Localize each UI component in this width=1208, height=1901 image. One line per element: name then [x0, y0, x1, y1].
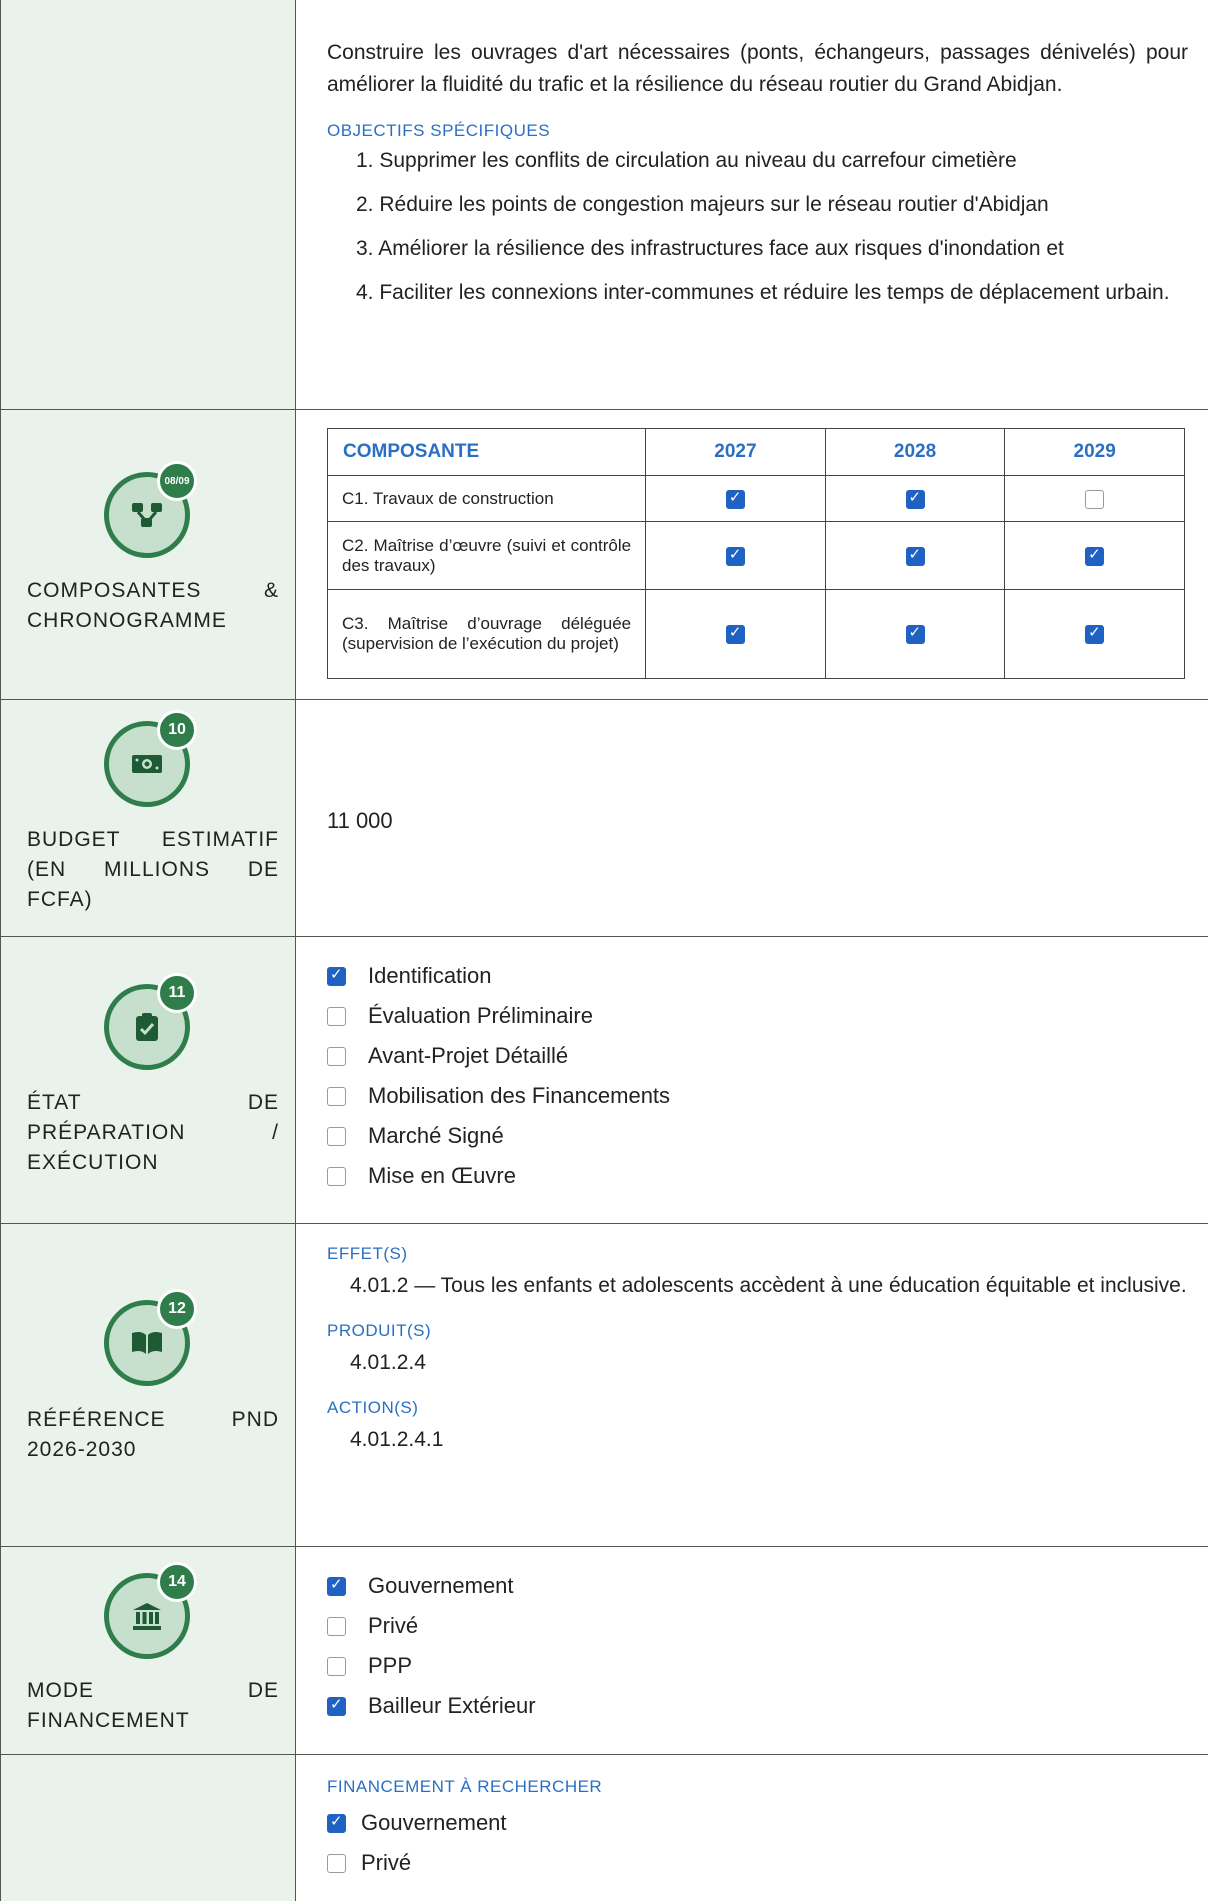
- funding-search-list: [327, 1803, 1208, 1883]
- reference-row: [0, 1224, 1208, 1547]
- funding-option-label: PPP: [368, 1653, 413, 1678]
- checkbox[interactable]: [327, 1854, 346, 1873]
- section-number-badge: 14: [157, 1562, 197, 1602]
- status-row: [0, 937, 1208, 1224]
- effect-text: 4.01.2 — Tous les enfants et adolescents accèdent à une éducation équitable et inclusive.: [350, 1274, 1187, 1297]
- specific-objective-item: 4. Faciliter les connexions inter-communes et réduire les temps de déplacement urbain.: [356, 281, 1170, 304]
- table-header-cell: 2028: [825, 429, 1005, 476]
- products-title: PRODUIT(S): [327, 1321, 432, 1340]
- reference-label: RÉFÉRENCE PND 2026-2030: [27, 1408, 279, 1461]
- funding-mode-icon-circle: [104, 1573, 190, 1659]
- table-header-cell: 2029: [1005, 429, 1185, 476]
- budget-left-cell: [0, 700, 296, 936]
- specific-objective-item: 2. Réduire les points de congestion majeurs sur le réseau routier d'Abidjan: [356, 193, 1049, 216]
- check-cell: [1005, 476, 1185, 522]
- funding-option[interactable]: [327, 1646, 1208, 1686]
- status-option-label: Mobilisation des Financements: [368, 1083, 671, 1108]
- status-option[interactable]: [327, 1036, 1208, 1076]
- components-table: [327, 428, 1185, 679]
- money-icon: [130, 751, 164, 777]
- checkbox[interactable]: [327, 1167, 346, 1186]
- funding-option[interactable]: [327, 1566, 1208, 1606]
- funding-option-label: Privé: [368, 1613, 419, 1638]
- status-option[interactable]: [327, 956, 1208, 996]
- checkbox[interactable]: [726, 625, 745, 644]
- objectives-left-cell: [0, 0, 296, 409]
- status-option[interactable]: [327, 1116, 1208, 1156]
- section-number-badge: 11: [157, 973, 197, 1013]
- checkbox[interactable]: [906, 625, 925, 644]
- status-option-label: Identification: [368, 963, 492, 988]
- funding-search-row: [0, 1755, 1208, 1901]
- checkbox[interactable]: [906, 490, 925, 509]
- specific-objective-item: 3. Améliorer la résilience des infrastructures face aux risques d'inondation et: [356, 237, 1064, 260]
- actions-title: ACTION(S): [327, 1398, 419, 1417]
- funding-mode-row: [0, 1547, 1208, 1755]
- check-cell: [646, 522, 826, 590]
- check-cell: [646, 476, 826, 522]
- check-cell: [646, 590, 826, 679]
- status-icon-circle: [104, 984, 190, 1070]
- check-cell: [825, 522, 1005, 590]
- funding-mode-right-cell: [296, 1547, 1208, 1754]
- objectives-row: [0, 0, 1208, 410]
- funding-search-option-label: Gouvernement: [361, 1810, 507, 1835]
- status-option[interactable]: [327, 1156, 1208, 1196]
- section-number-badge: 08/09: [157, 461, 197, 501]
- status-right-cell: [296, 937, 1208, 1223]
- checkbox[interactable]: [327, 1007, 346, 1026]
- checkbox[interactable]: [327, 1657, 346, 1676]
- section-number-badge: 12: [157, 1289, 197, 1329]
- action-text: 4.01.2.4.1: [350, 1428, 444, 1451]
- component-name-cell: C1. Travaux de construction: [328, 476, 646, 522]
- diagram-icon: [130, 500, 164, 530]
- table-row: [328, 590, 1185, 679]
- checkbox[interactable]: [1085, 547, 1104, 566]
- check-cell: [1005, 522, 1185, 590]
- status-option[interactable]: [327, 996, 1208, 1036]
- components-left-cell: [0, 410, 296, 699]
- funding-option[interactable]: [327, 1686, 1208, 1726]
- specific-objectives-list: [327, 145, 1188, 309]
- status-option-label: Mise en Œuvre: [368, 1163, 516, 1188]
- funding-option[interactable]: [327, 1606, 1208, 1646]
- funding-search-title: FINANCEMENT À RECHERCHER: [327, 1777, 603, 1796]
- components-row: [0, 410, 1208, 700]
- component-name-cell: C2. Maîtrise d’œuvre (suivi et contrôle des travaux): [328, 522, 646, 590]
- checkbox[interactable]: [327, 1617, 346, 1636]
- table-header-cell: COMPOSANTE: [328, 429, 646, 476]
- checkbox[interactable]: [327, 967, 346, 986]
- component-name-cell: C3. Maîtrise d’ouvrage déléguée (supervision de l’exécution du projet): [328, 590, 646, 679]
- bank-icon: [131, 1601, 163, 1631]
- status-left-cell: [0, 937, 296, 1223]
- status-option-label: Marché Signé: [368, 1123, 504, 1148]
- status-option-label: Évaluation Préliminaire: [368, 1003, 593, 1028]
- specific-objectives-title: OBJECTIFS SPÉCIFIQUES: [327, 121, 551, 140]
- reference-icon-circle: [104, 1300, 190, 1386]
- budget-icon-circle: [104, 721, 190, 807]
- funding-search-option-label: Privé: [361, 1850, 412, 1875]
- check-cell: [1005, 590, 1185, 679]
- status-option-label: Avant-Projet Détaillé: [368, 1043, 569, 1068]
- funding-search-right-cell: [296, 1755, 1208, 1901]
- section-number-badge: 10: [157, 710, 197, 750]
- checkbox[interactable]: [327, 1697, 346, 1716]
- checkbox[interactable]: [726, 490, 745, 509]
- checkbox[interactable]: [327, 1814, 346, 1833]
- funding-search-option[interactable]: [327, 1803, 1208, 1843]
- funding-search-option[interactable]: [327, 1843, 1208, 1883]
- checkbox[interactable]: [327, 1047, 346, 1066]
- general-objective-text: Construire les ouvrages d'art nécessaires (ponts, échangeurs, passages dénivelés) pour améliorer la fluidité du trafic et la résilience du réseau routier du Grand Abidjan.: [327, 41, 1188, 96]
- budget-right-cell: [296, 700, 1208, 936]
- budget-label: BUDGET ESTIMATIF (EN MILLIONS DE FCFA): [27, 828, 279, 911]
- book-icon: [130, 1330, 164, 1356]
- status-label: ÉTAT DE PRÉPARATION / EXÉCUTION: [27, 1091, 279, 1174]
- check-cell: [825, 590, 1005, 679]
- reference-left-cell: [0, 1224, 296, 1546]
- specific-objective-item: 1. Supprimer les conflits de circulation au niveau du carrefour cimetière: [356, 149, 1017, 172]
- product-text: 4.01.2.4: [350, 1351, 426, 1374]
- table-header-row: [328, 429, 1185, 476]
- objectives-right-cell: [296, 0, 1208, 409]
- table-row: [328, 476, 1185, 522]
- table-row: [328, 522, 1185, 590]
- check-cell: [825, 476, 1005, 522]
- checkbox[interactable]: [726, 547, 745, 566]
- checkbox[interactable]: [1085, 625, 1104, 644]
- funding-option-label: Gouvernement: [368, 1573, 514, 1598]
- table-header-cell: 2027: [646, 429, 826, 476]
- checkbox[interactable]: [327, 1087, 346, 1106]
- status-option[interactable]: [327, 1076, 1208, 1116]
- components-icon-circle: [104, 472, 190, 558]
- budget-row: [0, 700, 1208, 937]
- funding-option-label: Bailleur Extérieur: [368, 1693, 536, 1718]
- effects-title: EFFET(S): [327, 1244, 408, 1263]
- checkbox[interactable]: [1085, 490, 1104, 509]
- funding-mode-label: MODE DE FINANCEMENT: [27, 1679, 279, 1732]
- budget-value: 11 000: [327, 808, 393, 833]
- clipboard-check-icon: [134, 1012, 160, 1042]
- checkbox[interactable]: [327, 1127, 346, 1146]
- components-label: COMPOSANTES & CHRONOGRAMME: [27, 579, 279, 632]
- checkbox[interactable]: [906, 547, 925, 566]
- reference-right-cell: [296, 1224, 1208, 1546]
- funding-mode-left-cell: [0, 1547, 296, 1754]
- components-right-cell: [296, 410, 1208, 699]
- checkbox[interactable]: [327, 1577, 346, 1596]
- funding-search-left-cell: [0, 1755, 296, 1901]
